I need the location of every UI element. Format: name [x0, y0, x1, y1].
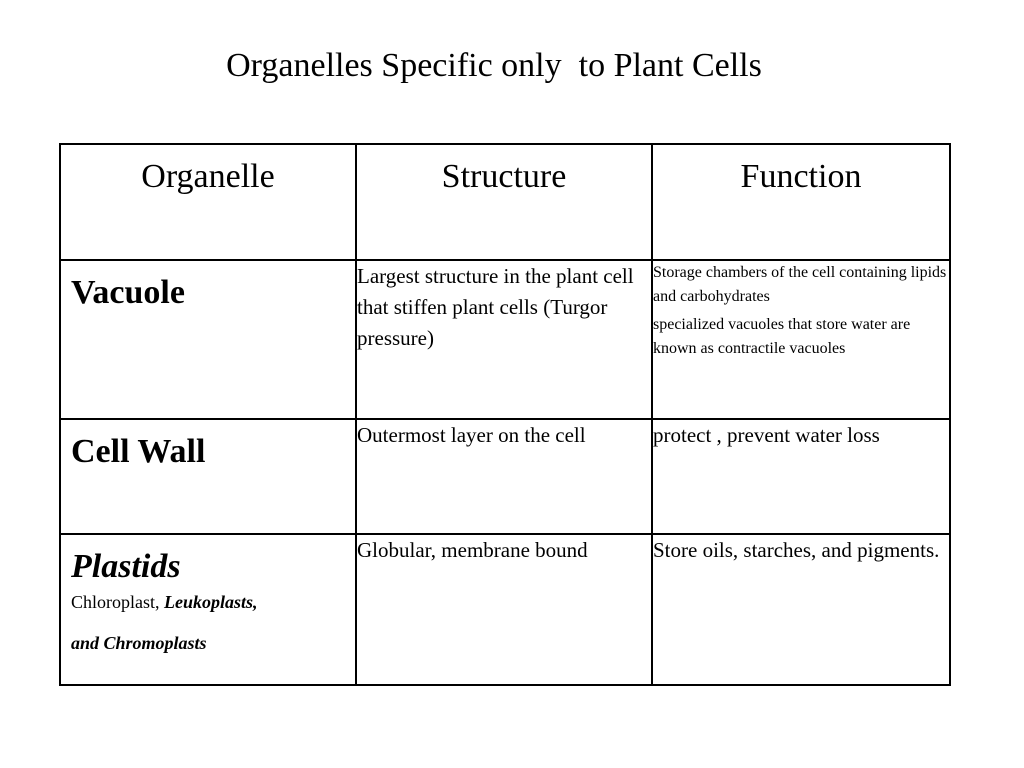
plastid-types-line-2: and Chromoplasts — [71, 633, 207, 653]
header-structure: Structure — [356, 144, 652, 260]
plastid-type-emphasis: Leukoplasts, — [164, 592, 258, 612]
function-paragraph: specialized vacuoles that store water are known as contractile vacuoles — [653, 316, 911, 357]
function-paragraph: Storage chambers of the cell containing lipids and carbohydrates — [653, 264, 947, 305]
organelle-name: Vacuole — [71, 274, 185, 311]
function-cell — [652, 260, 950, 419]
organelle-cell — [60, 260, 356, 419]
plastid-types-line — [61, 591, 355, 613]
plastid-type-plain: Chloroplast, — [71, 592, 164, 612]
table-row — [60, 260, 950, 419]
function-cell: Store oils, starches, and pigments. — [652, 534, 950, 685]
structure-cell: Outermost layer on the cell — [356, 419, 652, 534]
function-cell: protect , prevent water loss — [652, 419, 950, 534]
slide-title: Organelles Specific only to Plant Cells — [226, 47, 762, 84]
table-row — [60, 419, 950, 534]
organelle-table — [59, 143, 951, 686]
structure-cell: Globular, membrane bound — [356, 534, 652, 685]
header-function: Function — [652, 144, 950, 260]
header-organelle: Organelle — [60, 144, 356, 260]
table-header-row — [60, 144, 950, 260]
table-row — [60, 534, 950, 685]
organelle-cell — [60, 534, 356, 685]
structure-cell: Largest structure in the plant cell that stiffen plant cells (Turgor pressure) — [356, 260, 652, 419]
organelle-name: Cell Wall — [71, 433, 206, 470]
organelle-cell — [60, 419, 356, 534]
organelle-name: Plastids — [71, 548, 181, 585]
